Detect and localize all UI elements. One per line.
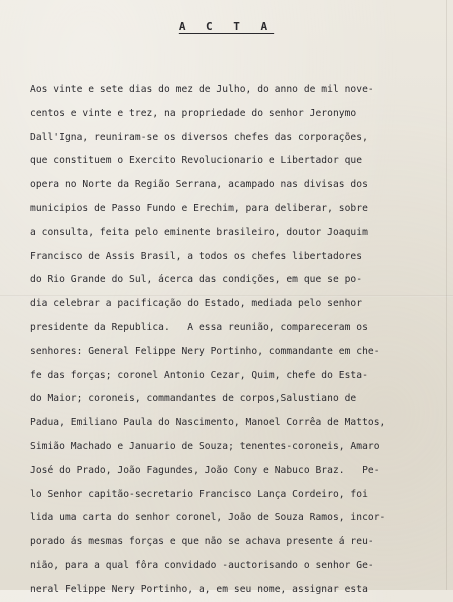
- text-line: neral Felippe Nery Portinho, a, em seu nome, assignar esta: [30, 583, 368, 595]
- text-line: Padua, Emiliano Paula do Nascimento, Manoel Corrêa de Mattos,: [30, 417, 386, 429]
- text-line: do Rio Grande do Sul, ácerca das condições, em que se po-: [30, 274, 363, 286]
- text-line: lida uma carta do senhor coronel, João de Souza Ramos, incor-: [30, 512, 386, 524]
- text-line: presidente da Republica. A essa reunião, compareceram os: [30, 321, 368, 333]
- text-line: Dall'Igna, reuniram-se os diversos chefes das corporações,: [30, 131, 368, 143]
- text-line: Simião Machado e Januario de Souza; tenentes-coroneis, Amaro: [30, 440, 380, 452]
- text-line: municipios de Passo Fundo e Erechim, para deliberar, sobre: [30, 202, 368, 214]
- text-line: a consulta, feita pelo eminente brasileiro, doutor Joaquim: [30, 226, 368, 238]
- document-title: A C T A: [178, 20, 275, 33]
- text-line: porado ás mesmas forças e que não se achava presente á reu-: [30, 536, 374, 548]
- text-line: fe das forças; coronel Antonio Cezar, Quim, chefe do Esta-: [30, 369, 368, 381]
- text-line: José do Prado, João Fagundes, João Cony e Nabuco Braz. Pe-: [30, 464, 380, 476]
- text-line: do Maior; coroneis, commandantes de corpos,Salustiano de: [30, 393, 357, 405]
- text-line: que constituem o Exercito Revolucionario e Libertador que: [30, 155, 363, 167]
- text-line: centos e vinte e trez, na propriedade do senhor Jeronymo: [30, 107, 357, 119]
- text-line: dia celebrar a pacificação do Estado, mediada pelo senhor: [30, 298, 363, 310]
- text-line: senhores: General Felippe Nery Portinho, commandante em che-: [30, 345, 380, 357]
- text-line: Aos vinte e sete dias do mez de Julho, do anno de mil nove-: [30, 84, 374, 95]
- paper-fold-vertical: [446, 0, 447, 590]
- text-line: nião, para a qual fôra convidado -auctorisando o senhor Ge-: [30, 559, 374, 571]
- text-line: opera no Norte da Região Serrana, acampado nas divisas dos: [30, 179, 368, 191]
- document-body: [30, 78, 445, 602]
- text-line: Francisco de Assis Brasil, a todos os chefes libertadores: [30, 250, 363, 262]
- text-line: lo Senhor capitão-secretario Francisco Lança Cordeiro, foi: [30, 488, 368, 500]
